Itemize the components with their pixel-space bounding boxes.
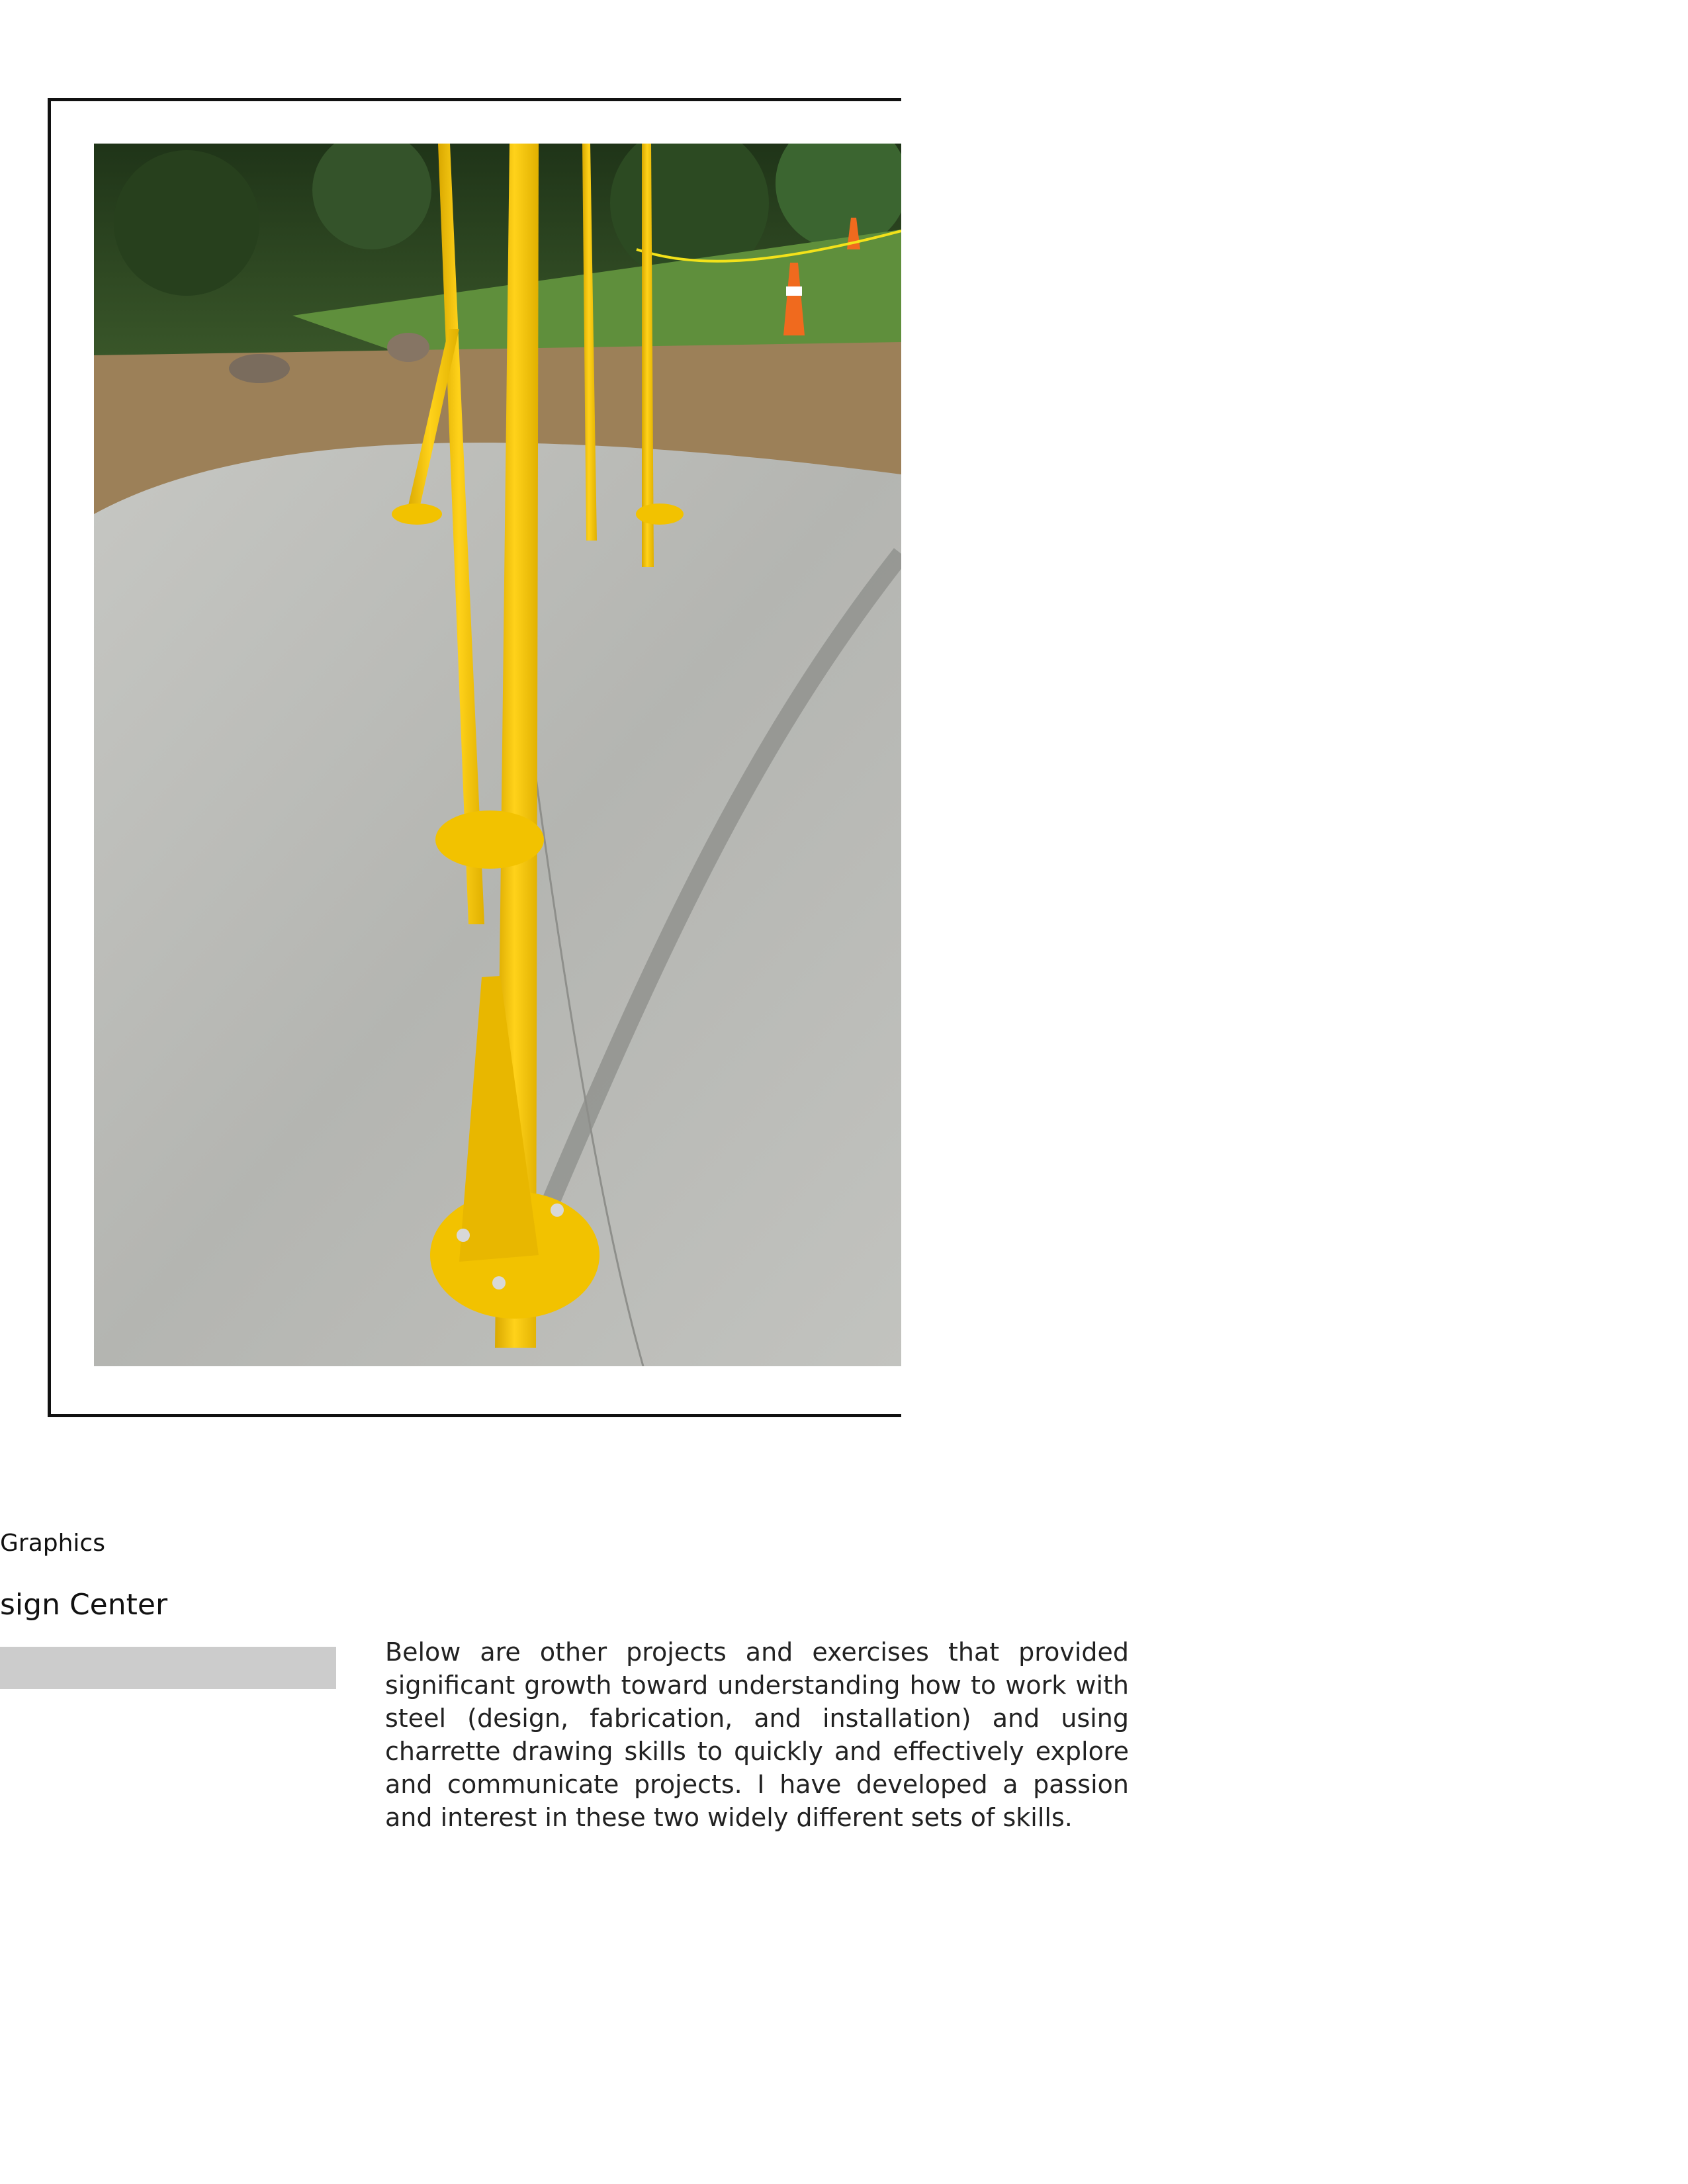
gray-divider-bar <box>0 1647 336 1689</box>
project-photo <box>94 144 901 1366</box>
section-title-design-center: sign Center <box>0 1588 168 1622</box>
category-label-graphics: Graphics <box>0 1530 105 1557</box>
description-paragraph: Below are other projects and exercises that provided significant growth toward understanding how to work with steel (design, fabrication, and installation) and using charrette drawing skills to quickly and effectively explore and communicate projects. I have developed a passion and interest in these two widely different sets of skills. <box>385 1638 1129 1832</box>
